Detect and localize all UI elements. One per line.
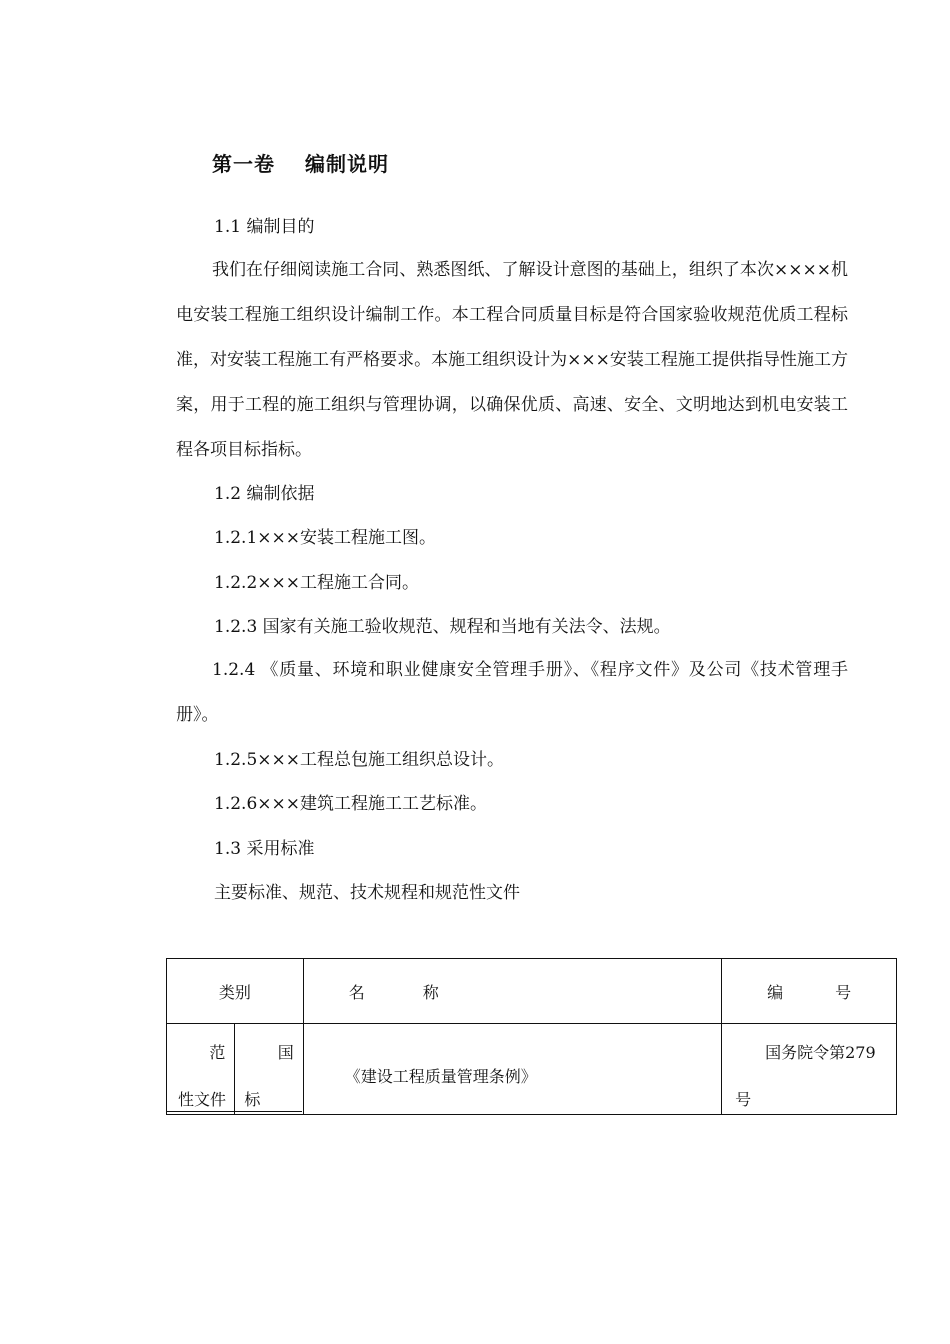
section-1-3-heading: 1.3 采用标准 — [214, 839, 315, 859]
row-code — [722, 1024, 897, 1115]
row-name-text: 《建设工程质量管理条例》 — [344, 1066, 537, 1086]
section-1-2-4: 1.2.4 《质量、环境和职业健康安全管理手册》、《程序文件》及公司《技术管理手册》。 — [176, 660, 848, 725]
row-category-2-line2: 标 — [244, 1090, 261, 1109]
header-code — [722, 959, 897, 1024]
section-1-2-1: 1.2.1×××安装工程施工图。 — [214, 528, 436, 548]
row-category-1-line1: 范 — [209, 1043, 226, 1062]
header-name-a: 名 — [348, 982, 365, 1002]
row-name — [303, 1024, 721, 1115]
section-1-2-heading: 1.2 编制依据 — [214, 484, 315, 504]
section-1-2-5: 1.2.5×××工程总包施工组织总设计。 — [214, 750, 504, 770]
section-1-2-3: 1.2.3 国家有关施工验收规范、规程和当地有关法令、法规。 — [214, 617, 671, 637]
volume-part: 第一卷 — [212, 152, 275, 176]
header-name-b: 称 — [422, 982, 439, 1002]
section-1-1-body: 我们在仔细阅读施工合同、熟悉图纸、了解设计意图的基础上，组织了本次××××机电安装工程施工组织设计编制工作。本工程合同质量目标是符合国家验收规范优质工程标准，对安装工程施工有严格要求。本施工组织设计为×××安装工程施工提供指导性施工方案，用于工程的施工组织与管理协调，以确保优质、高速、安全、文明地达到机电安装工程各项目标指标。 — [176, 260, 848, 460]
standards-table — [166, 958, 897, 1115]
volume-heading: 编制说明 — [305, 152, 389, 176]
header-code-b: 号 — [835, 982, 852, 1002]
row-category-2-line1: 国 — [277, 1043, 294, 1062]
header-code-a: 编 — [767, 982, 784, 1002]
section-1-1-heading: 1.1 编制目的 — [214, 217, 315, 237]
header-category: 类别 — [167, 959, 304, 1024]
section-1-2-6: 1.2.6×××建筑工程施工工艺标准。 — [214, 794, 487, 814]
row-code-line2: 号 — [735, 1090, 752, 1109]
row-category-1 — [167, 1024, 235, 1115]
row-category-2 — [235, 1024, 303, 1115]
section-1-3-body: 主要标准、规范、技术规程和规范性文件 — [214, 883, 520, 903]
row-category-1-line2: 性文件 — [178, 1090, 227, 1109]
table-underline — [166, 1111, 302, 1115]
row-code-line1: 国务院令第279 — [765, 1043, 876, 1062]
header-name — [303, 959, 721, 1024]
table-header-row — [167, 959, 897, 1024]
volume-title — [212, 148, 389, 177]
table-row — [167, 1024, 897, 1115]
section-1-2-2: 1.2.2×××工程施工合同。 — [214, 573, 419, 593]
